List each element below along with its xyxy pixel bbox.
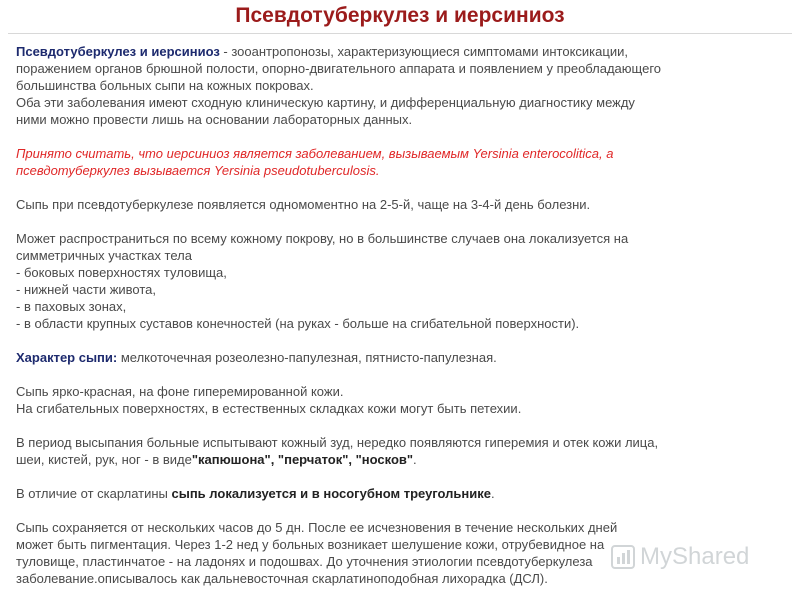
page-title: Псевдотуберкулез и иерсиниоз xyxy=(235,4,565,27)
watermark xyxy=(610,540,780,574)
distribution-item: - в области крупных суставов конечностей (на руках - больше на сгибательной поверхности). xyxy=(16,316,580,331)
rash-character-term: Характер сыпи: xyxy=(16,350,118,365)
intro-line-3: большинства больных сыпи на кожных покровах. xyxy=(16,78,314,93)
scarlet-fever-start: В отличие от скарлатины xyxy=(16,486,172,501)
scarlet-fever-end: . xyxy=(491,486,495,501)
duration-line-3: туловище, пластинчатое - на ладонях и подошвах. До уточнения этиологии псевдотуберкулеза xyxy=(16,554,593,569)
distribution-item: - боковых поверхностях туловища, xyxy=(16,265,227,280)
rash-color-line-2: На сгибательных поверхностях, в естественных складках кожи могут быть петехии. xyxy=(16,401,522,416)
duration-line-1: Сыпь сохраняется от нескольких часов до 5 дн. После ее исчезновения в течение нескольких дней xyxy=(16,520,618,535)
onset-line: Сыпь при псевдотуберкулезе появляется одномоментно на 2-5-й, чаще на 3-4-й день болезни. xyxy=(16,197,591,212)
distribution-line-1: Может распространиться по всему кожному покрову, но в большинстве случаев она локализуется на xyxy=(16,231,629,246)
spacer xyxy=(16,128,786,145)
intro-term: Псевдотуберкулез и иерсиниоз xyxy=(16,44,220,59)
myshared-logo-icon xyxy=(610,544,636,570)
intro-line-1 xyxy=(16,43,786,60)
red-note-line-2: псевдотуберкулез вызывается Yersinia pseudotuberculosis. xyxy=(16,163,380,178)
intro-line-2: поражением органов брюшной полости, опорно-двигательного аппарата и появлением у преобладающего xyxy=(16,61,662,76)
intro-line-5: ними можно провести лишь на основании лабораторных данных. xyxy=(16,112,413,127)
duration-line-2: может быть пигментация. Через 1-2 нед у больных возникает шелушение кожи, отрубевидное на xyxy=(16,537,605,552)
eruption-paragraph xyxy=(16,434,786,468)
red-note-paragraph xyxy=(16,145,786,179)
red-note-line-1: Принято считать, что иерсиниоз является заболеванием, вызываемым Yersinia enterocolitica, а xyxy=(16,146,614,161)
eruption-line-1: В период высыпания больные испытывают кожный зуд, нередко появляются гиперемия и отек кожи лица, xyxy=(16,435,659,450)
distribution-item: - в паховых зонах, xyxy=(16,299,127,314)
intro-line-4: Оба эти заболевания имеют сходную клиническую картину, и дифференциальную диагностику между xyxy=(16,95,635,110)
eruption-line-2-start: шеи, кистей, рук, ног - в виде xyxy=(16,452,192,467)
duration-line-4: заболевание.описывалось как дальневосточная скарлатиноподобная лихорадка (ДСЛ). xyxy=(16,571,548,586)
rash-color-line-1: Сыпь ярко-красная, на фоне гиперемированной кожи. xyxy=(16,384,344,399)
rash-color-paragraph xyxy=(16,383,786,417)
distribution-paragraph xyxy=(16,230,786,332)
intro-line-1-rest: - зооантропонозы, характеризующиеся симптомами интоксикации, xyxy=(219,44,628,59)
intro-paragraph xyxy=(16,43,786,128)
distribution-line-2: симметричных участках тела xyxy=(16,248,192,263)
title-divider xyxy=(8,33,792,34)
slide-body xyxy=(16,43,786,587)
distribution-item: - нижней части живота, xyxy=(16,282,157,297)
watermark-text: MyShared xyxy=(640,543,750,570)
rash-character-paragraph xyxy=(16,349,786,366)
scarlet-fever-line xyxy=(16,485,786,502)
scarlet-fever-bold: сыпь локализуется и в носогубном треугольнике xyxy=(171,486,491,501)
rash-character-text: мелкоточечная розеолезно-папулезная, пятнисто-папулезная. xyxy=(117,350,497,365)
eruption-line-2-bold: "капюшона", "перчаток", "носков" xyxy=(191,452,414,467)
eruption-line-2-end: . xyxy=(413,452,417,467)
scarlet-fever-paragraph xyxy=(16,485,786,502)
onset-paragraph xyxy=(16,196,786,213)
eruption-line-2 xyxy=(16,451,786,468)
rash-character-line xyxy=(16,349,786,366)
